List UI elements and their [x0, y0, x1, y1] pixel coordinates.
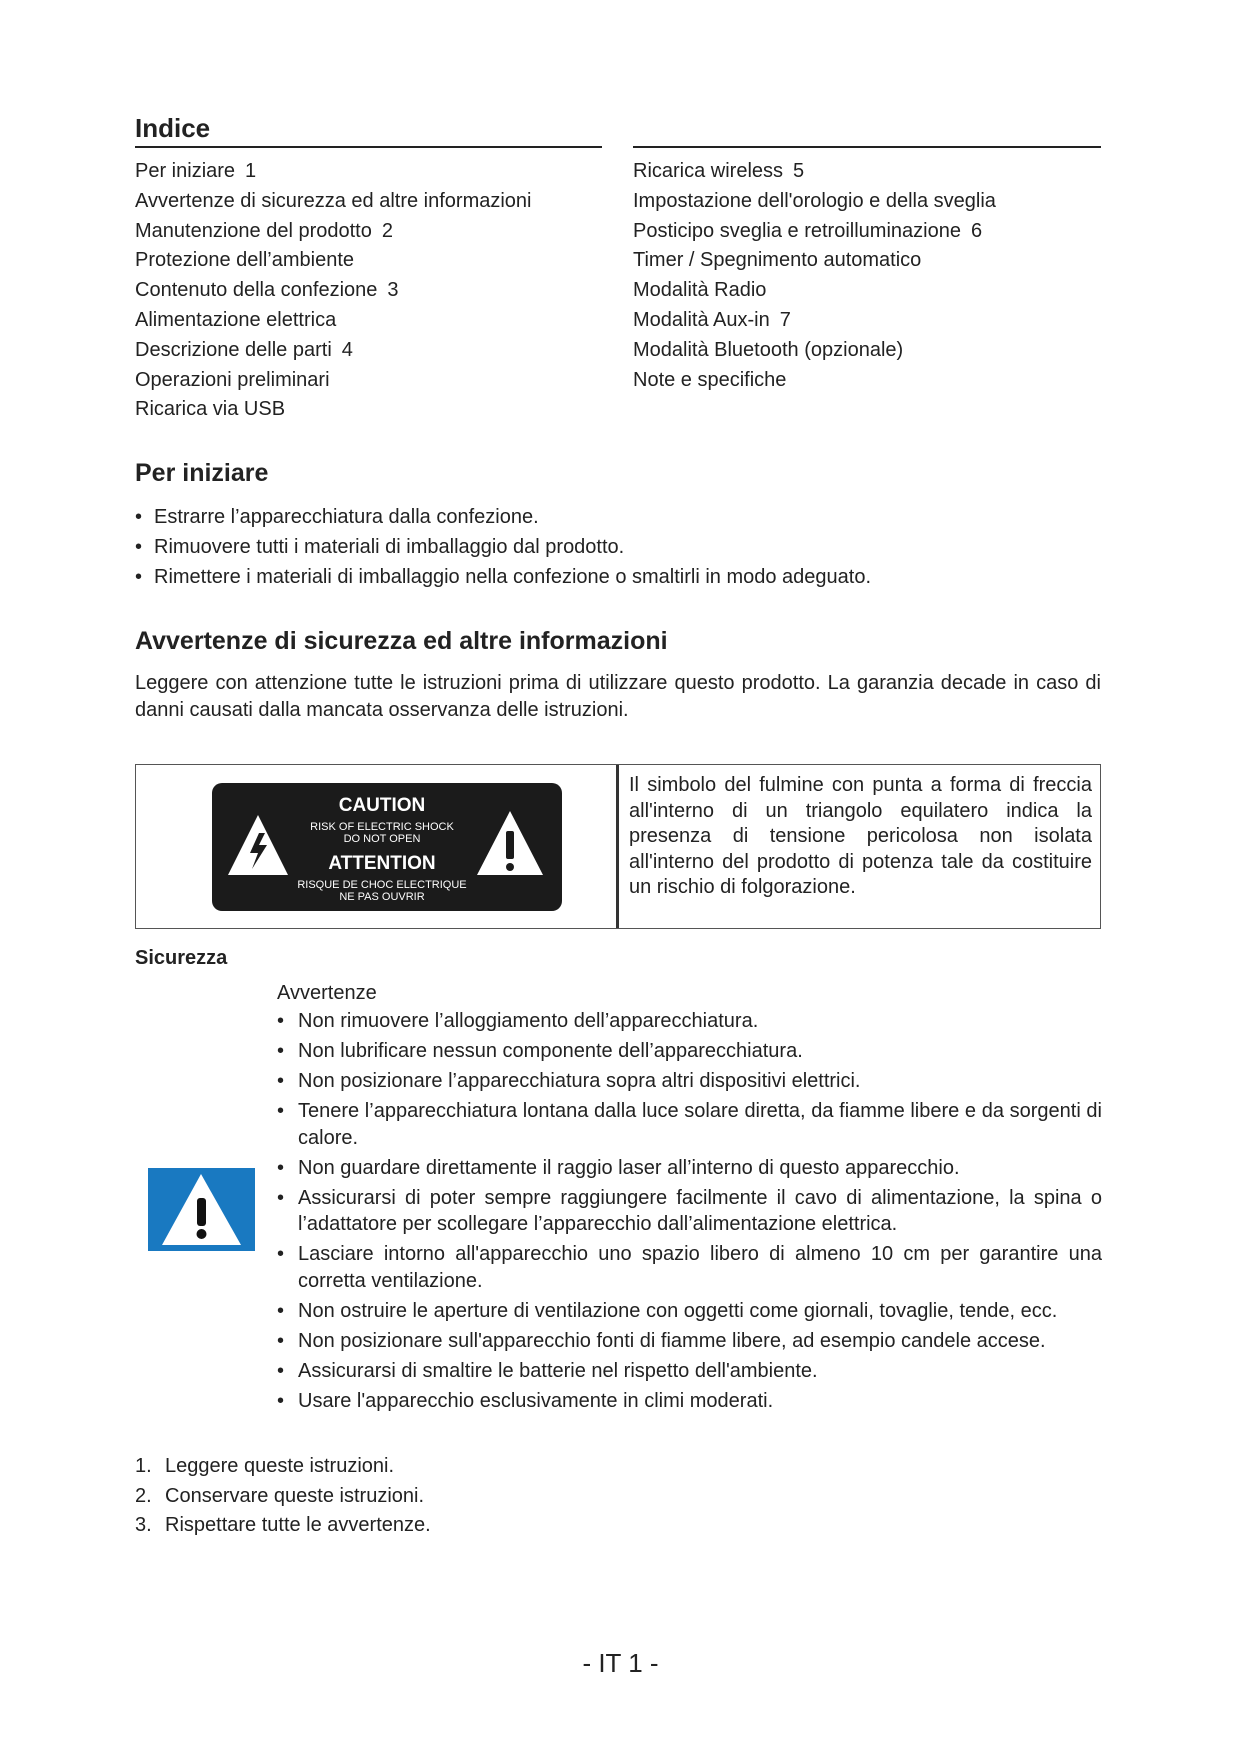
toc-entry: [135, 276, 541, 306]
safety-subtitle: Sicurezza: [135, 947, 228, 969]
sign-risque-text: RISQUE DE CHOC ELECTRIQUE: [297, 879, 467, 891]
page-number: - IT 1 -: [582, 1648, 659, 1678]
list-number: 3.: [135, 1514, 152, 1537]
toc-entry-label: Note e specifiche: [633, 368, 787, 391]
toc-entry-page: 6: [970, 219, 983, 242]
exclamation-warning-icon: [477, 811, 543, 875]
list-item: [135, 1452, 431, 1482]
list-number: 1.: [135, 1455, 152, 1477]
toc-entry-label: Ricarica via USB: [135, 398, 286, 421]
list-item: • Usare l'apparecchio esclusivamente in climi moderati.: [277, 1388, 1102, 1415]
list-item: • Non rimuovere l’alloggiamento dell’apparecchiatura.: [277, 1008, 1102, 1035]
numbered-list: [135, 1452, 431, 1541]
safety-title: Avvertenze di sicurezza ed altre informazioni: [135, 627, 668, 655]
list-item: • Rimettere i materiali di imballaggio nella confezione o smaltirli in modo adeguato.: [135, 562, 871, 592]
toc-entry-page: 1: [245, 160, 257, 182]
toc-entry-label: Timer / Spegnimento automatico: [633, 249, 922, 272]
toc-entry-label: Contenuto della confezione: [135, 279, 378, 302]
getting-started-title: Per iniziare: [135, 459, 269, 487]
toc-entry-label: Posticipo sveglia e retroilluminazione: [633, 219, 961, 242]
caution-description: Il simbolo del fulmine con punta a forma di freccia all'interno di un triangolo equilatero indica la presenza di tensione pericolosa non isolata all'interno del prodotto di potenza tale da costituire un rischio di folgorazione.: [629, 774, 1092, 898]
toc-entry: [633, 246, 1006, 276]
list-text: Conservare queste istruzioni.: [165, 1484, 425, 1507]
toc-entry-page: 3: [387, 279, 399, 302]
list-item: [135, 1511, 431, 1541]
index-header-right-rule: [633, 113, 1101, 148]
toc-entry-label: Descrizione delle parti: [135, 338, 332, 361]
caution-sign: [212, 783, 562, 911]
toc-entry: [633, 366, 1006, 396]
toc-entry-label: Impostazione dell'orologio e della sveglia: [633, 189, 996, 212]
caution-sign-cell: [136, 765, 619, 928]
toc-entry-label: Operazioni preliminari: [135, 368, 330, 391]
toc-entry-label: Avvertenze di sicurezza ed altre informazioni: [135, 189, 532, 212]
list-item: • Assicurarsi di smaltire le batterie nel rispetto dell'ambiente.: [277, 1358, 1102, 1385]
toc-entry-label: Per iniziare: [135, 160, 236, 182]
warnings-label: Avvertenze: [277, 982, 377, 1004]
toc-entry: [633, 187, 1006, 217]
electric-shock-warning-icon: [228, 815, 288, 875]
getting-started-list: [135, 502, 871, 592]
list-item: • Non posizionare l’apparecchiatura sopra altri dispositivi elettrici.: [277, 1068, 1102, 1095]
toc-entry-page: 4: [341, 338, 353, 361]
sign-donotopen-text: DO NOT OPEN: [343, 833, 421, 845]
warning-triangle-icon: [148, 1168, 255, 1251]
toc-entry-label: Modalità Radio: [633, 279, 767, 302]
list-item: • Estrarre l’apparecchiatura dalla confezione.: [135, 502, 871, 532]
list-number: 2.: [135, 1484, 152, 1507]
toc-entry-label: Alimentazione elettrica: [135, 308, 337, 331]
sign-risk-text: RISK OF ELECTRIC SHOCK: [310, 821, 454, 833]
toc-entry: [135, 336, 541, 366]
list-item: • Non ostruire le aperture di ventilazione con oggetti come giornali, tovaglie, tende, ecc.: [277, 1298, 1102, 1325]
toc-entry: [633, 336, 1006, 366]
toc-entry: [135, 366, 541, 396]
toc-entry: [135, 395, 541, 425]
list-item: • Non lubrificare nessun componente dell’apparecchiatura.: [277, 1038, 1102, 1065]
toc-left-column: [135, 157, 541, 425]
toc-entry-label: Manutenzione del prodotto: [135, 219, 372, 242]
warnings-list: [277, 1008, 1102, 1418]
safety-intro: Leggere con attenzione tutte le istruzioni prima di utilizzare questo prodotto. La garanzia decade in caso di danni causati dalla mancata osservanza delle istruzioni.: [135, 672, 1101, 721]
sign-nepasouvrir-text: NE PAS OUVRIR: [339, 891, 425, 903]
toc-entry: [633, 217, 1006, 247]
list-item: [135, 1482, 431, 1512]
toc-entry-label: Ricarica wireless: [633, 160, 784, 182]
toc-entry: [135, 246, 541, 276]
toc-entry-page: 7: [779, 308, 791, 331]
list-text: Rispettare tutte le avvertenze.: [165, 1514, 431, 1537]
list-item: • Assicurarsi di poter sempre raggiungere facilmente il cavo di alimentazione, la spina o l’adattatore per scollegare l’apparecchio dall’alimentazione elettrica.: [277, 1185, 1102, 1238]
index-title: Indice: [135, 113, 211, 143]
list-item: • Lasciare intorno all'apparecchio uno spazio libero di almeno 10 cm per garantire una corretta ventilazione.: [277, 1241, 1102, 1294]
toc-entry-page: 2: [381, 219, 393, 242]
list-item: • Non guardare direttamente il raggio laser all’interno di questo apparecchio.: [277, 1155, 1102, 1182]
toc-entry: [633, 276, 1006, 306]
toc-entry: [135, 157, 541, 187]
index-header-left: [135, 113, 602, 148]
toc-right-column: [633, 157, 1006, 395]
caution-box: [135, 764, 1101, 929]
toc-entry-label: Protezione dell’ambiente: [135, 249, 355, 272]
toc-entry: [633, 306, 1006, 336]
sign-caution-text: CAUTION: [338, 795, 426, 816]
toc-entry: [633, 157, 1006, 187]
list-item: • Rimuovere tutti i materiali di imballaggio dal prodotto.: [135, 532, 871, 562]
list-item: • Tenere l’apparecchiatura lontana dalla luce solare diretta, da fiamme libere e da sorgenti di calore.: [277, 1098, 1102, 1151]
list-item: • Non posizionare sull'apparecchio fonti di fiamme libere, ad esempio candele accese.: [277, 1328, 1102, 1355]
sign-attention-text: ATTENTION: [328, 853, 436, 874]
toc-entry: [135, 217, 541, 247]
toc-entry-label: Modalità Bluetooth (opzionale): [633, 338, 904, 361]
toc-entry-page: 5: [793, 160, 805, 182]
toc-entry-label: Modalità Aux-in: [633, 308, 770, 331]
toc-entry: [135, 306, 541, 336]
toc-entry: [135, 187, 541, 217]
list-text: Leggere queste istruzioni.: [165, 1455, 395, 1477]
